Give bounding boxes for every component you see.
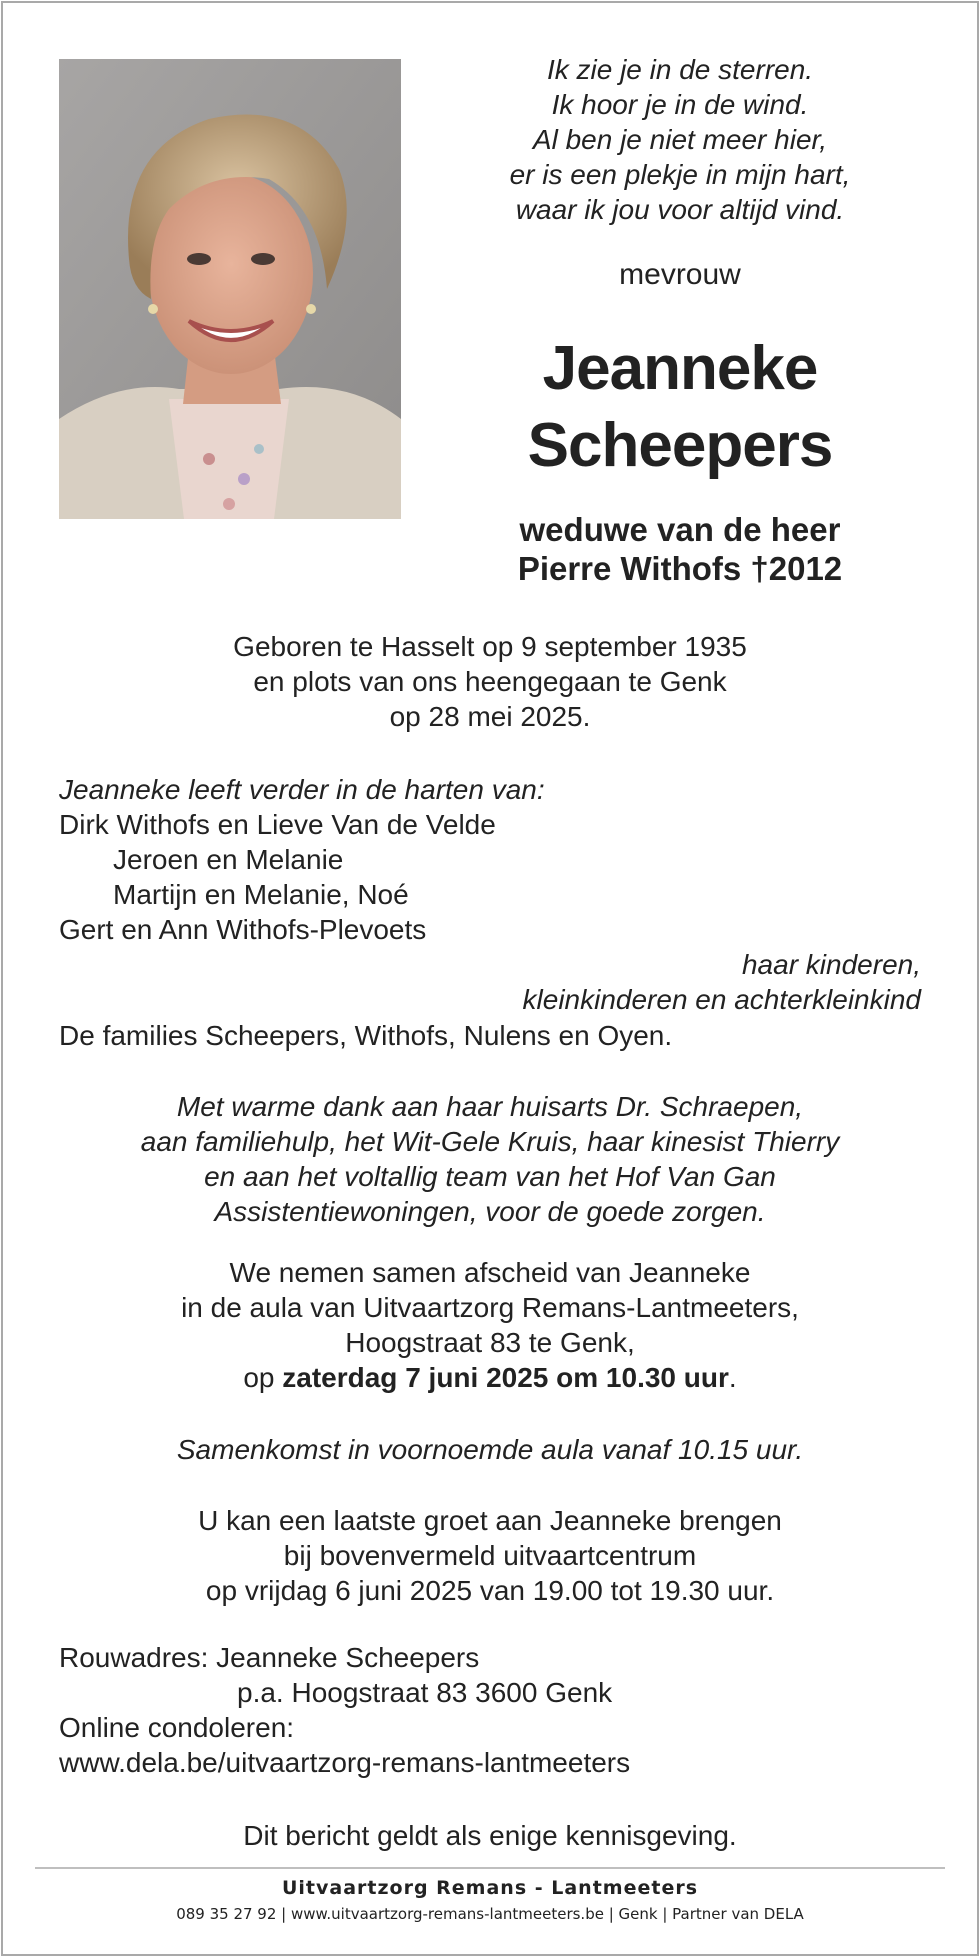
family-line: Jeroen en Melanie [113,844,344,875]
address-line: p.a. Hoogstraat 83 3600 Genk [237,1677,613,1708]
poem-line: Ik hoor je in de wind. [551,89,809,120]
thanks [40,1089,940,1229]
greeting-info [40,1503,940,1608]
extended-family [59,1018,672,1053]
spouse-line: weduwe van de heer [519,511,841,548]
family-roles [523,947,921,1017]
funeral-line: Hoogstraat 83 te Genk, [345,1327,635,1358]
family-line: Martijn en Melanie, Noé [113,879,409,910]
spouse-line: Pierre Withofs †2012 [517,550,843,587]
footer-divider [35,1867,945,1869]
mourning-address [59,1640,630,1780]
funeral-line: We nemen samen afscheid van Jeanneke [229,1257,751,1288]
funeral-suffix: . [728,1362,737,1393]
address-line: Rouwadres: Jeanneke Scheepers [59,1642,480,1673]
birth-info [40,629,940,734]
first-name: Jeanneke [542,334,818,403]
funeral-date-line [40,1360,940,1395]
poem-line: Al ben je niet meer hier, [532,124,828,155]
portrait-photo [59,59,401,519]
family-role: haar kinderen, [741,949,921,980]
condolence-link[interactable]: www.dela.be/uitvaartzorg-remans-lantmeeters [59,1747,631,1778]
notice: Dit bericht geldt als enige kennisgeving. [243,1820,737,1851]
funeral-date: zaterdag 7 juni 2025 om 10.30 uur [282,1362,729,1393]
poem-line: Ik zie je in de sterren. [546,54,814,85]
family-list [59,772,545,947]
family-line: Dirk Withofs en Lieve Van de Velde [59,809,496,840]
deceased-name [460,330,900,484]
poem-line: er is een plekje in mijn hart, [509,159,851,190]
thanks-line: Assistentiewoningen, voor de goede zorgen. [214,1196,766,1227]
funeral-prefix: op [243,1362,275,1393]
thanks-line: en aan het voltallig team van het Hof Van Gan [204,1161,776,1192]
family-intro: Jeanneke leeft verder in de harten van: [59,774,545,805]
birth-line: en plots van ons heengegaan te Genk [253,666,727,697]
address-line: Online condoleren: [59,1712,295,1743]
family-line: Gert en Ann Withofs-Plevoets [59,914,427,945]
poem-line: waar ik jou voor altijd vind. [515,194,845,225]
last-name: Scheepers [527,411,833,480]
birth-line: op 28 mei 2025. [389,701,591,732]
funeral-info [40,1255,940,1395]
footer-contact: 089 35 27 92 | www.uitvaartzorg-remans-lantmeeters.be | Genk | Partner van DELA [176,1905,804,1923]
spouse-info [440,510,920,588]
gathering: Samenkomst in voornoemde aula vanaf 10.15 uur. [176,1434,804,1465]
family-role: kleinkinderen en achterkleinkind [522,984,921,1015]
birth-line: Geboren te Hasselt op 9 september 1935 [233,631,747,662]
footer-company: Uitvaartzorg Remans - Lantmeeters [281,1877,699,1899]
funeral-line: in de aula van Uitvaartzorg Remans-Lantmeeters, [181,1292,799,1323]
thanks-line: aan familiehulp, het Wit-Gele Kruis, haar kinesist Thierry [140,1126,840,1157]
poem [460,52,900,227]
thanks-line: Met warme dank aan haar huisarts Dr. Schraepen, [176,1091,804,1122]
greeting-line: U kan een laatste groet aan Jeanneke brengen [198,1505,782,1536]
greeting-line: bij bovenvermeld uitvaartcentrum [283,1540,697,1571]
greeting-line: op vrijdag 6 juni 2025 van 19.00 tot 19.30 uur. [205,1575,775,1606]
honorific: mevrouw [619,258,741,291]
family-line: De families Scheepers, Withofs, Nulens en Oyen. [59,1020,673,1051]
